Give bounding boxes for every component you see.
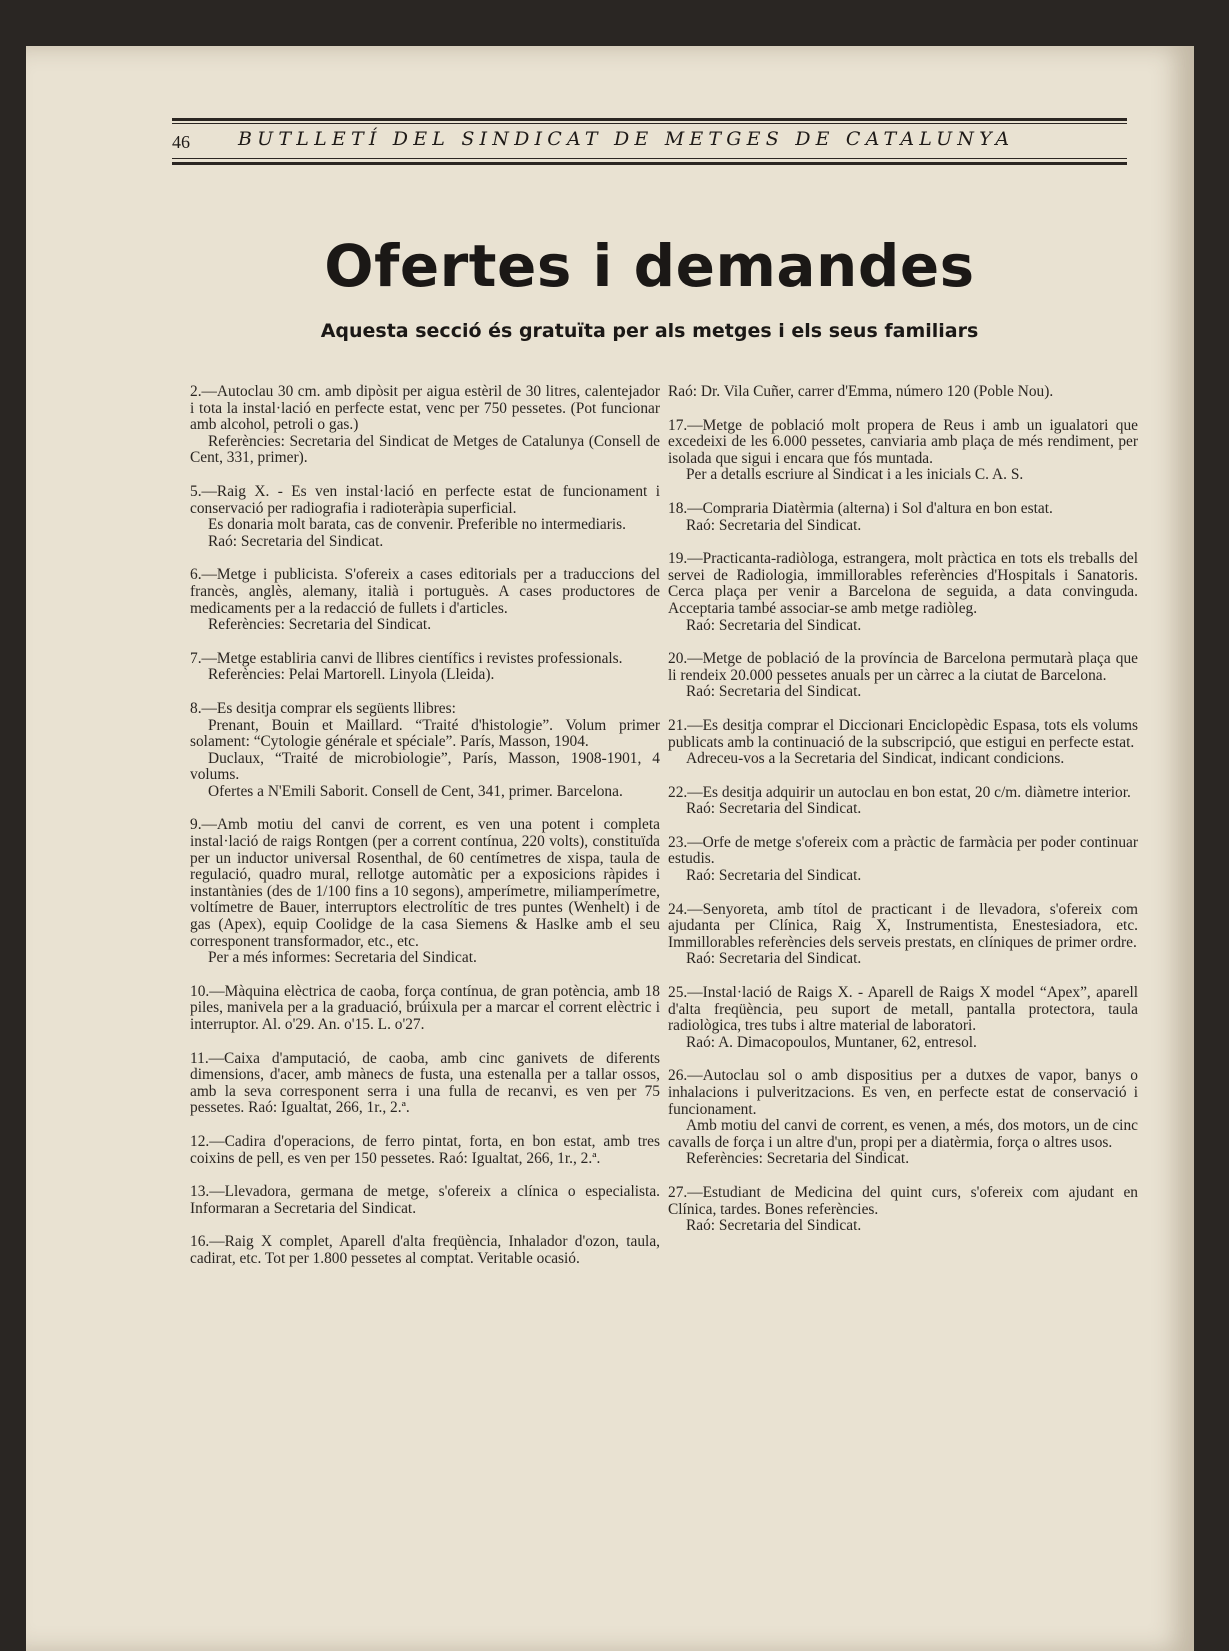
ad-reference: Adreceu-vos a la Secretaria del Sindicat, indicant condicions. bbox=[686, 750, 1065, 768]
page-subtitle: Aquesta secció és gratuïta per als metges i els seus familiars bbox=[320, 320, 979, 342]
ads-column-right bbox=[668, 384, 1138, 1252]
classified-ad bbox=[190, 1234, 660, 1267]
ad-text: 22.—Es desitja adquirir un autoclau en bon estat, 20 c/m. diàmetre interior. bbox=[668, 783, 1131, 801]
ad-text: 21.—Es desitja comprar el Diccionari Enciclopèdic Espasa, tots els volums publicats amb la continuació de la subscripció, que estigui en perfecte estat. bbox=[668, 716, 1138, 751]
ad-text: 13.—Llevadora, germana de metge, s'ofereix a clínica o especialista. Informaran a Secretaria del Sindicat. bbox=[190, 1183, 660, 1217]
running-header bbox=[172, 118, 1127, 168]
classified-ad bbox=[190, 484, 660, 550]
ad-reference: Raó: A. Dimacopoulos, Muntaner, 62, entresol. bbox=[686, 1033, 977, 1051]
page-number: 46 bbox=[172, 132, 190, 152]
ad-reference: Ofertes a N'Emili Saborit. Consell de Cent, 341, primer. Barcelona. bbox=[208, 782, 623, 800]
ad-reference: Raó: Secretaria del Sindicat. bbox=[686, 616, 862, 634]
classified-ad bbox=[190, 701, 660, 801]
ad-text: 24.—Senyoreta, amb títol de practicant i de llevadora, s'ofereix com ajudanta per Clínica, Raig X, Instrumentista, Enestesiadora, etc. Immillorables referències dels serveis prestats, en clíniques de primer ordre. bbox=[668, 900, 1138, 951]
classified-ad bbox=[668, 1185, 1138, 1235]
classified-ad bbox=[190, 1134, 660, 1167]
ad-reference: Duclaux, “Traité de microbiologie”, París, Masson, 1908-1901, 4 volums. bbox=[190, 749, 660, 784]
ad-reference: Raó: Secretaria del Sindicat. bbox=[686, 1217, 862, 1235]
classified-ad bbox=[190, 567, 660, 633]
ad-text: 17.—Metge de població molt propera de Reus i amb un igualatori que excedeixi de les 6.000 pessetes, canviaria amb plaça de més rendiment, per isolada que sigui i encara que fós muntada. bbox=[668, 416, 1138, 467]
ad-text: 7.—Metge establiria canvi de llibres científics i revistes professionals. bbox=[190, 649, 623, 667]
ad-text: 27.—Estudiant de Medicina del quint curs, s'ofereix com ajudant en Clínica, tardes. Bones referències. bbox=[668, 1183, 1138, 1218]
ad-reference: Referències: Secretaria del Sindicat. bbox=[208, 616, 432, 634]
classified-ad bbox=[190, 651, 660, 684]
ad-reference: Per a detalls escriure al Sindicat i a les inicials C. A. S. bbox=[686, 466, 1024, 484]
classified-ad bbox=[668, 384, 1138, 401]
ad-text: 8.—Es desitja comprar els següents llibres: bbox=[190, 699, 456, 717]
ad-reference: Raó: Secretaria del Sindicat. bbox=[686, 516, 862, 534]
ad-text: 19.—Practicanta-radiòloga, estrangera, molt pràctica en tots els treballs del servei de Radiologia, immillorables referències d'Hospitals i Sanatoris. Cerca plaça per venir a Barcelona de seguida, a data convinguda. Acceptaria també associar-se amb metge radiòleg. bbox=[668, 550, 1138, 617]
classified-ad bbox=[190, 984, 660, 1034]
classified-ad bbox=[190, 384, 660, 467]
classified-ad bbox=[668, 718, 1138, 768]
ad-reference: Raó: Secretaria del Sindicat. bbox=[686, 683, 862, 701]
classified-ad bbox=[668, 551, 1138, 634]
classified-ad bbox=[668, 985, 1138, 1051]
header-rule-bottom bbox=[172, 162, 1127, 165]
classified-ad bbox=[190, 1184, 660, 1217]
classified-ad bbox=[668, 651, 1138, 701]
ads-column-left bbox=[190, 384, 660, 1285]
ad-reference: Amb motiu del canvi de corrent, es venen, a més, dos motors, un de cinc cavalls de força i un altre d'un, propi per a diatèrmia, força o altres usos. bbox=[668, 1117, 1138, 1151]
ad-text: 5.—Raig X. - Es ven instal·lació en perfecte estat de funcionament i conservació per radiografia i radioteràpia superficial. bbox=[190, 482, 660, 517]
classified-ad bbox=[668, 418, 1138, 484]
page-title: Ofertes i demandes bbox=[324, 232, 975, 300]
ad-text: 25.—Instal·lació de Raigs X. - Aparell de Raigs X model “Apex”, aparell d'alta freqüència, peu suport de metall, pantalla protectora, taula radiològica, tres tubs i altre material de laboratori. bbox=[668, 984, 1138, 1035]
ad-text: 16.—Raig X complet, Aparell d'alta freqüència, Inhalador d'ozon, taula, cadirat, etc. Tot per 1.800 pessetes al comptat. Veritable ocasió. bbox=[190, 1233, 660, 1267]
ad-reference: Raó: Secretaria del Sindicat. bbox=[686, 800, 862, 818]
ad-reference: Referències: Secretaria del Sindicat. bbox=[686, 1150, 910, 1168]
ad-reference: Raó: Secretaria del Sindicat. bbox=[686, 950, 862, 968]
ad-text: 6.—Metge i publicista. S'ofereix a cases editorials per a traduccions del francès, anglès, alemany, italià i portuguès. A cases productores de medicaments per a la redacció de fullets i d'articles. bbox=[190, 566, 660, 617]
ad-text: 9.—Amb motiu del canvi de corrent, es ven una potent i completa instal·lació de raigs Rontgen (per a corrent contínua, 220 volts), constituïda per un inductor universal Rosenthal, de 60 centímetres de xispa, taula de regulació, quadro mural, rellotge automàtic per a exposicions ràpides i instantànies (des de 1/100 fins a 10 segons), amperímetre, miliamperímetre, voltímetre de Bauer, interruptors electrolític de tres puntes (Wenhelt) i de gas (Apex), equip Coolidge de la casa Siemens & Haslke amb el seu corresponent transformador, etc., etc. bbox=[190, 816, 660, 950]
ad-text: 2.—Autoclau 30 cm. amb dipòsit per aigua estèril de 30 litres, calentejador i tota la instal·lació en perfecte estat, venc per 750 pessetes. (Pot funcionar amb alcohol, petroli o gas.) bbox=[190, 383, 660, 434]
ad-reference: Per a més informes: Secretaria del Sindicat. bbox=[208, 949, 477, 967]
classified-ad bbox=[668, 785, 1138, 818]
ad-text: 26.—Autoclau sol o amb dispositius per a dutxes de vapor, banys o inhalacions i pulveritzacions. Es ven, en perfecte estat de conservació i funcionament. bbox=[668, 1067, 1138, 1118]
header-rule-bottom-thin bbox=[172, 158, 1127, 159]
ad-reference: Raó: Secretaria del Sindicat. bbox=[208, 532, 384, 550]
classified-ad bbox=[190, 1051, 660, 1117]
classified-ad bbox=[668, 835, 1138, 885]
ad-text: 18.—Compraria Diatèrmia (alterna) i Sol d'altura en bon estat. bbox=[668, 499, 1053, 517]
ad-text: 10.—Màquina elèctrica de caoba, força contínua, de gran potència, amb 18 piles, manivela per a la graduació, brúixula per a marcar el corrent elèctric i interruptor. Al. o'29. An. o'15. L. o'27. bbox=[190, 982, 660, 1033]
ad-text: 20.—Metge de població de la província de Barcelona permutarà plaça que li rendeix 20.000 pessetes anuals per un càrrec a la ciutat de Barcelona. bbox=[668, 650, 1138, 684]
header-rule-top-thin bbox=[172, 123, 1127, 124]
classified-ad bbox=[668, 501, 1138, 534]
ad-text: 11.—Caixa d'amputació, de caoba, amb cinc ganivets de diferents dimensions, d'acer, amb mànecs de fusta, una estenalla per a tallar ossos, amb la seva corresponent serra i una fulla de recanvi, es ven per 75 pessetes. Raó: Igualtat, 266, 1r., 2.ª. bbox=[190, 1049, 660, 1117]
ad-text: 23.—Orfe de metge s'ofereix com a pràctic de farmàcia per poder continuar estudis. bbox=[668, 833, 1138, 868]
ad-reference: Es donaria molt barata, cas de convenir. Preferible no intermediaris. bbox=[208, 516, 626, 534]
header-rule-top bbox=[172, 118, 1127, 121]
ad-reference: Raó: Secretaria del Sindicat. bbox=[686, 867, 862, 885]
running-title: BUTLLETÍ DEL SINDICAT DE METGES DE CATALUNYA bbox=[238, 128, 1015, 150]
classified-ad bbox=[190, 817, 660, 966]
classified-ad bbox=[668, 902, 1138, 968]
ad-text: Raó: Dr. Vila Cuñer, carrer d'Emma, número 120 (Poble Nou). bbox=[668, 383, 1054, 400]
ad-reference: Referències: Secretaria del Sindicat de Metges de Catalunya (Consell de Cent, 331, primer). bbox=[190, 432, 660, 467]
ad-reference: Referències: Pelai Martorell. Linyola (Lleida). bbox=[208, 666, 495, 684]
classified-ad bbox=[668, 1068, 1138, 1168]
ad-reference: Prenant, Bouin et Maillard. “Traité d'histologie”. Volum primer solament: “Cytologie générale et spéciale”. París, Masson, 1904. bbox=[190, 716, 660, 751]
ad-text: 12.—Cadira d'operacions, de ferro pintat, forta, en bon estat, amb tres coixins de pell, es ven per 150 pessetes. Raó: Igualtat, 266, 1r., 2.ª. bbox=[190, 1132, 660, 1167]
